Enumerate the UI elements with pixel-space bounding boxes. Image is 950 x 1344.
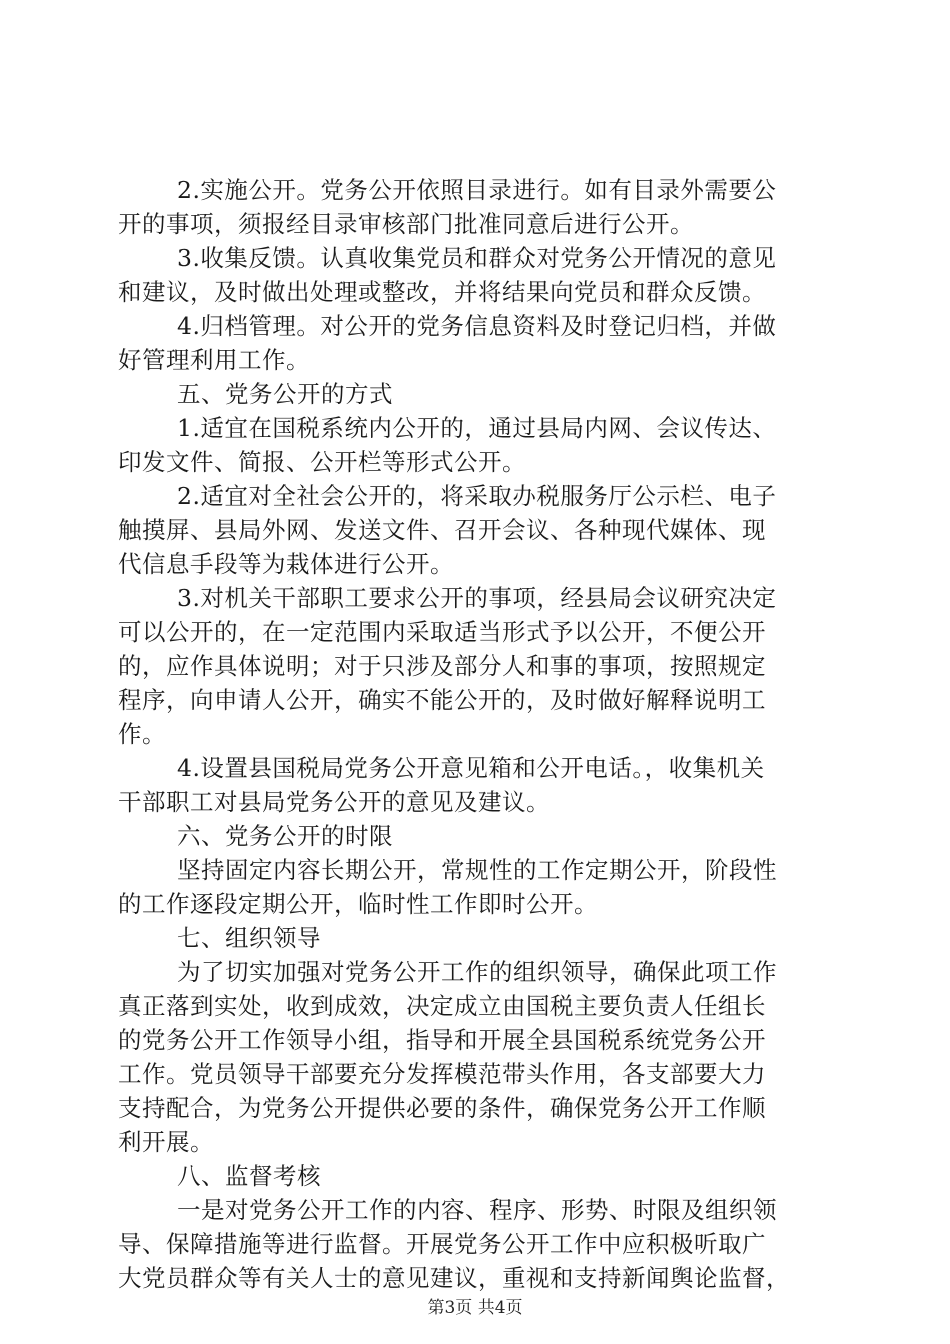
section-heading: 六、党务公开的时限 [177,822,393,850]
text-line: 1.适宜在国税系统内公开的，通过县局内网、会议传达、 [177,414,777,442]
text-line: 作。 [118,720,166,748]
text-line: 大党员群众等有关人士的意见建议，重视和支持新闻舆论监督， [118,1264,790,1292]
text-line: 2.适宜对全社会公开的，将采取办税服务厅公示栏、电子 [177,482,777,510]
text-line: 开的事项，须报经目录审核部门批准同意后进行公开。 [118,210,694,238]
text-line: 和建议，及时做出处理或整改，并将结果向党员和群众反馈。 [118,278,766,306]
text-line: 触摸屏、县局外网、发送文件、召开会议、各种现代媒体、现 [118,516,766,544]
text-line: 印发文件、简报、公开栏等形式公开。 [118,448,526,476]
text-line: 工作。党员领导干部要充分发挥模范带头作用，各支部要大力 [118,1060,766,1088]
text-line: 利开展。 [118,1128,214,1156]
text-line: 2.实施公开。党务公开依照目录进行。如有目录外需要公 [177,176,777,204]
text-line: 3.收集反馈。认真收集党员和群众对党务公开情况的意见 [177,244,777,272]
text-line: 干部职工对县局党务公开的意见及建议。 [118,788,550,816]
text-line: 真正落到实处，收到成效，决定成立由国税主要负责人任组长 [118,992,766,1020]
text-line: 好管理利用工作。 [118,346,310,374]
text-line: 支持配合，为党务公开提供必要的条件，确保党务公开工作顺 [118,1094,766,1122]
text-line: 一是对党务公开工作的内容、程序、形势、时限及组织领 [177,1196,777,1224]
section-heading: 五、党务公开的方式 [177,380,393,408]
text-line: 4.设置县国税局党务公开意见箱和公开电话。，收集机关 [177,754,765,782]
text-line: 代信息手段等为栽体进行公开。 [118,550,454,578]
text-line: 4.归档管理。对公开的党务信息资料及时登记归档，并做 [177,312,777,340]
page-number-footer: 第3页 共4页 [427,1298,523,1318]
text-line: 导、保障措施等进行监督。开展党务公开工作中应积极听取广 [118,1230,766,1258]
text-line: 的党务公开工作领导小组，指导和开展全县国税系统党务公开 [118,1026,766,1054]
text-line: 的，应作具体说明；对于只涉及部分人和事的事项，按照规定 [118,652,766,680]
text-line: 的工作逐段定期公开，临时性工作即时公开。 [118,890,598,918]
text-line: 程序，向申请人公开，确实不能公开的，及时做好解释说明工 [118,686,766,714]
text-line: 3.对机关干部职工要求公开的事项，经县局会议研究决定 [177,584,777,612]
section-heading: 八、监督考核 [177,1162,321,1190]
text-line: 坚持固定内容长期公开，常规性的工作定期公开，阶段性 [177,856,777,884]
section-heading: 七、组织领导 [177,924,321,952]
text-line: 为了切实加强对党务公开工作的组织领导，确保此项工作 [177,958,777,986]
text-line: 可以公开的，在一定范围内采取适当形式予以公开，不便公开 [118,618,766,646]
